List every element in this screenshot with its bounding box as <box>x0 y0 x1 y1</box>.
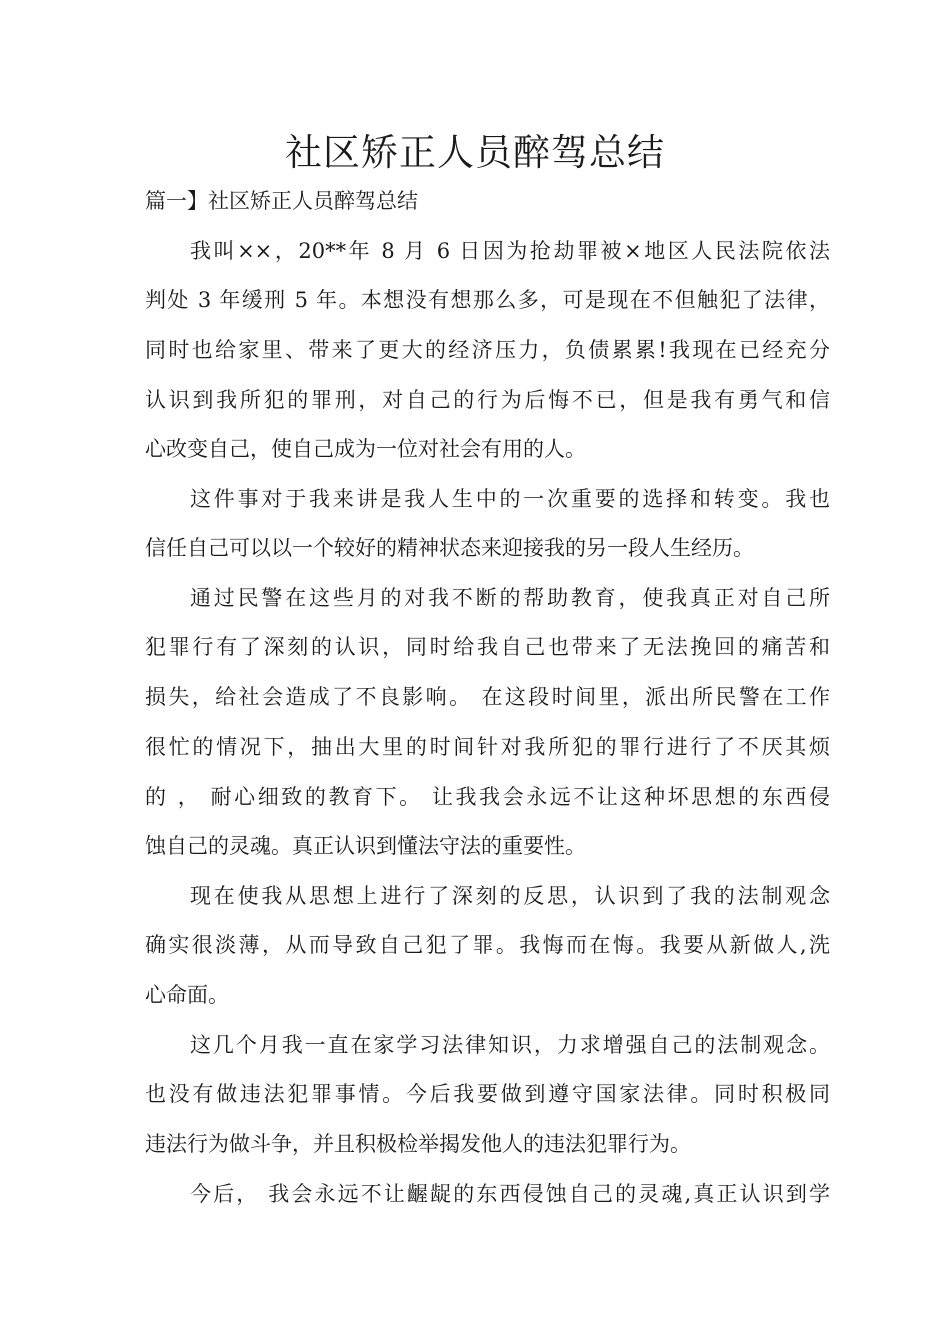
paragraph-line: 通过民警在这些月的对我不断的帮助教育，使我真正对自己所 <box>190 586 830 610</box>
paragraph-line: 我叫××，20**年 8 月 6 日因为抢劫罪被×地区人民法院依法 <box>190 239 830 263</box>
paragraph-line: 很忙的情况下，抽出大里的时间针对我所犯的罪行进行了不厌其烦 <box>145 735 830 759</box>
document-title: 社区矫正人员醉驾总结 <box>285 131 665 174</box>
paragraph-line: 的 ， 耐心细致的教育下。 让我我会永远不让这种坏思想的东西侵 <box>145 785 830 809</box>
paragraph-line: 同时也给家里、带来了更大的经济压力，负债累累!我现在已经充分 <box>145 338 830 362</box>
paragraph-line: 今后， 我会永远不让齷龊的东西侵蚀自己的灵魂,真正认识到学 <box>190 1182 830 1206</box>
paragraph-line: 犯罪行有了深刻的认识，同时给我自己也带来了无法挽回的痛苦和 <box>145 635 830 659</box>
paragraph-line: 心改变自己，使自己成为一位对社会有用的人。 <box>145 437 586 461</box>
paragraph-line: 现在使我从思想上进行了深刻的反思，认识到了我的法制观念 <box>190 884 830 908</box>
paragraph-line: 心命面。 <box>145 983 229 1007</box>
paragraph-line: 这几个月我一直在家学习法律知识，力求增强自己的法制观念。 <box>190 1033 830 1057</box>
paragraph-line: 判处 3 年缓刑 5 年。本想没有想那么多，可是现在不但触犯了法律， <box>145 288 830 312</box>
paragraph-line: 信任自己可以以一个较好的精神状态来迎接我的另一段人生经历。 <box>145 536 754 560</box>
paragraph-line: 认识到我所犯的罪刑，对自己的行为后悔不已，但是我有勇气和信 <box>145 388 830 412</box>
paragraph-line: 损失，给社会造成了不良影响。 在这段时间里，派出所民警在工作 <box>145 685 830 709</box>
paragraph-line: 也没有做违法犯罪事情。今后我要做到遵守国家法律。同时积极同 <box>145 1082 830 1106</box>
paragraph-line: 蚀自己的灵魂。真正认识到懂法守法的重要性。 <box>145 834 586 858</box>
paragraph-line: 确实很淡薄，从而导致自己犯了罪。我悔而在悔。我要从新做人,洗 <box>145 933 830 957</box>
section-heading: 篇一】社区矫正人员醉驾总结 <box>145 189 418 213</box>
paragraph-line: 这件事对于我来讲是我人生中的一次重要的选择和转变。我也 <box>190 487 830 511</box>
paragraph-line: 违法行为做斗争，并且积极检举揭发他人的违法犯罪行为。 <box>145 1132 691 1156</box>
